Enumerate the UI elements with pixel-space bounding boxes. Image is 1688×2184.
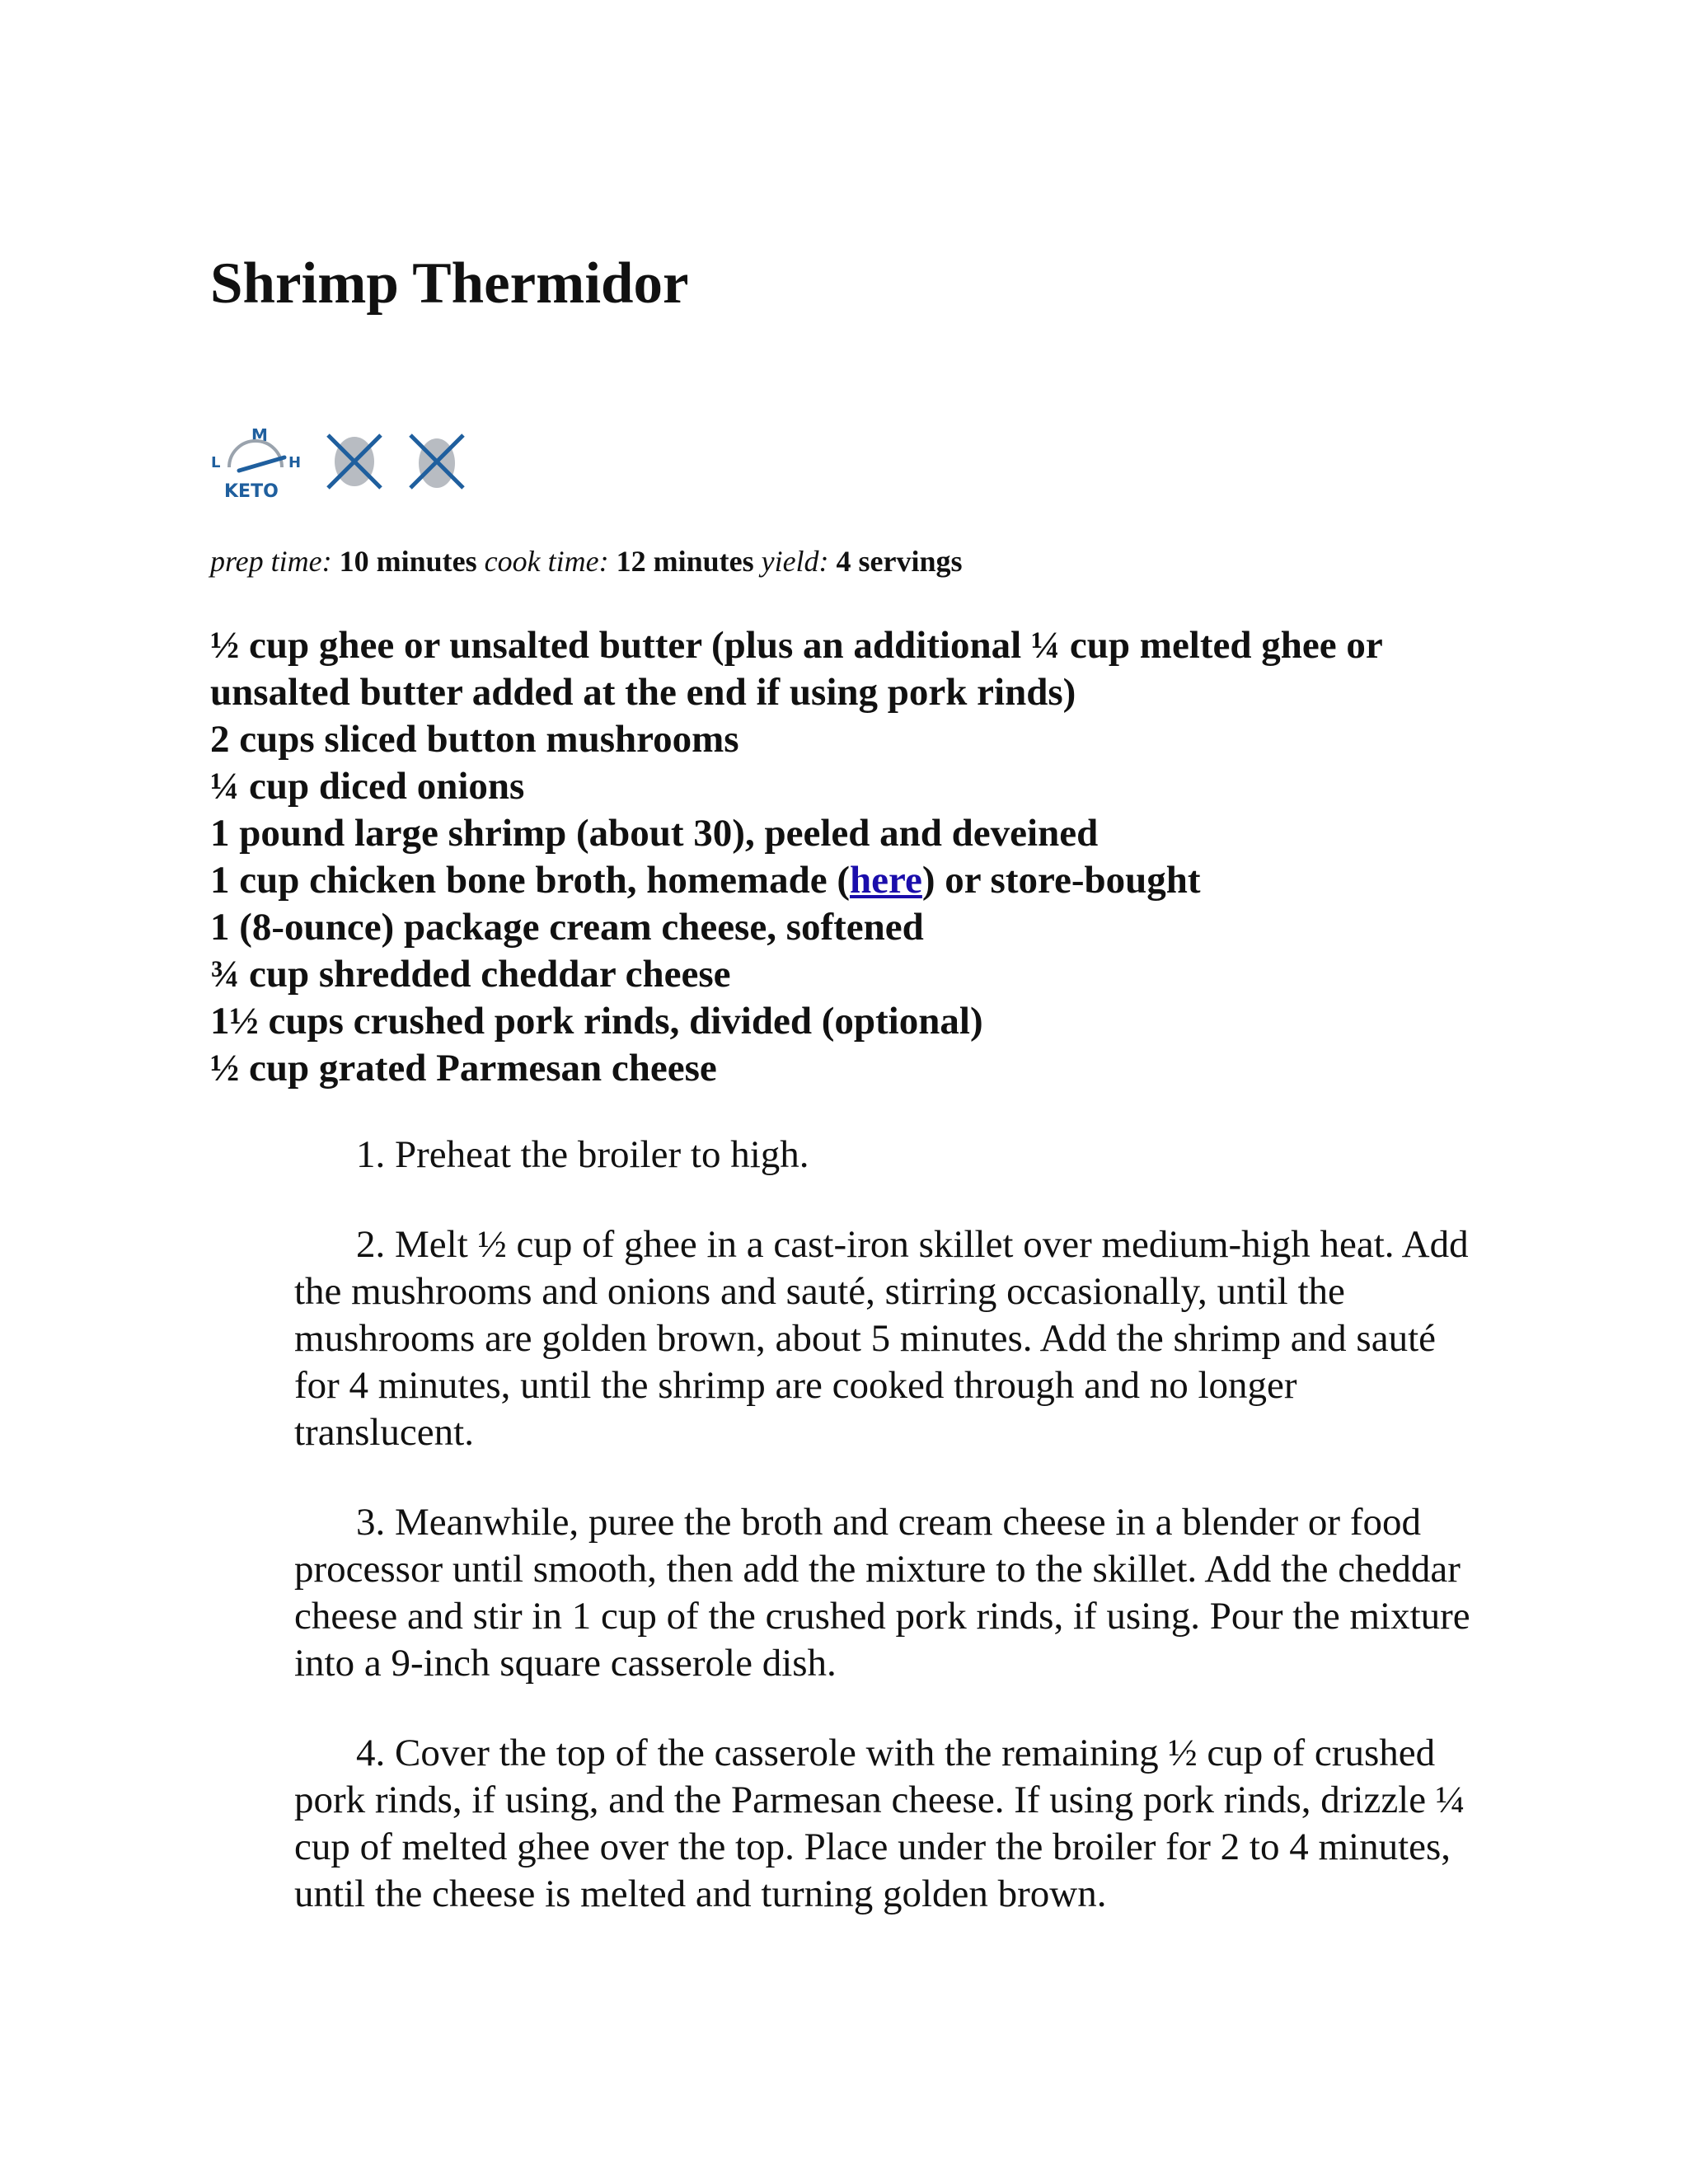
broth-recipe-link[interactable]: here	[849, 859, 922, 902]
ingredient-item: ¾ cup shredded cheddar cheese	[210, 953, 731, 996]
keto-level-icon	[206, 416, 305, 507]
instruction-list	[294, 1132, 1473, 1961]
no-egg-icon	[404, 429, 470, 494]
instruction-step: 2. Melt ½ cup of ghee in a cast-iron skillet over medium-high heat. Add the mushrooms and onions and sauté, stirring occasionally, until the mushrooms are golden brown, about 5 minutes. Add the shrimp and sauté for 4 minutes, until the shrimp are cooked through and no longer translucent.	[294, 1223, 1469, 1454]
keto-high-label: H	[288, 454, 302, 471]
ingredient-text: ) or store-bought	[921, 859, 1201, 902]
instruction-step: 1. Preheat the broiler to high.	[356, 1133, 809, 1176]
ingredient-list	[210, 622, 1496, 1092]
ingredient-text: 1 cup chicken bone broth, homemade (	[210, 859, 850, 902]
recipe-title: Shrimp Thermidor	[210, 251, 689, 316]
no-dairy-icon	[321, 429, 387, 494]
recipe-meta	[210, 544, 963, 579]
yield-label: yield:	[761, 545, 829, 578]
ingredient-item: 1½ cups crushed pork rinds, divided (optional)	[210, 1000, 983, 1043]
ingredient-item: 1 (8-ounce) package cream cheese, softened	[210, 906, 924, 949]
prep-time-value: 10 minutes	[339, 545, 477, 578]
ingredient-item: 1 pound large shrimp (about 30), peeled and deveined	[210, 812, 1099, 855]
cook-time-label: cook time:	[484, 545, 609, 578]
prep-time-label: prep time:	[210, 545, 332, 578]
ingredient-item	[210, 857, 1496, 904]
ingredient-item: ½ cup grated Parmesan cheese	[210, 1047, 717, 1090]
keto-low-label: L	[211, 454, 221, 471]
instruction-step: 3. Meanwhile, puree the broth and cream cheese in a blender or food processor until smooth, then add the mixture to the skillet. Add the cheddar cheese and stir in 1 cup of the crushed pork rinds, if using. Pour the mixture into a 9-inch square casserole dish.	[294, 1501, 1470, 1685]
ingredient-item: 2 cups sliced button mushrooms	[210, 718, 739, 761]
cook-time-value: 12 minutes	[616, 545, 754, 578]
keto-label: KETO	[224, 481, 279, 502]
instruction-step: 4. Cover the top of the casserole with the remaining ½ cup of crushed pork rinds, if using, and the Parmesan cheese. If using pork rinds, drizzle ¼ cup of melted ghee over the top. Place under the broiler for 2 to 4 minutes, until the cheese is melted and turning golden brown.	[294, 1732, 1465, 1915]
yield-value: 4 servings	[836, 545, 963, 578]
ingredient-item: ½ cup ghee or unsalted butter (plus an additional ¼ cup melted ghee or unsalted butter added at the end if using pork rinds)	[210, 624, 1382, 714]
diet-badges	[206, 416, 470, 507]
keto-medium-label: M	[251, 425, 268, 445]
ingredient-item: ¼ cup diced onions	[210, 765, 525, 808]
